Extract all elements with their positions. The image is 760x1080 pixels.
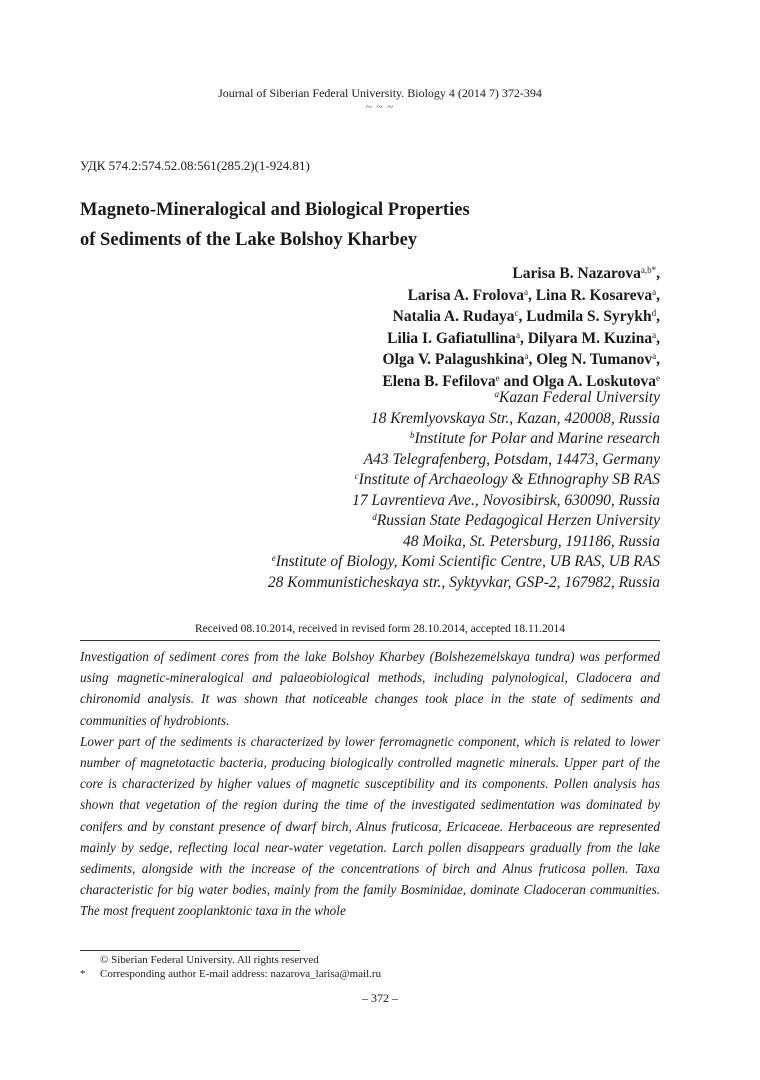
affiliation-address: A43 Telegrafenberg, Potsdam, 14473, Germany: [363, 450, 660, 468]
author-list: [382, 263, 660, 393]
author-line: [382, 349, 660, 371]
header-divider: ~ ~ ~: [365, 101, 395, 113]
author-line: [382, 285, 660, 307]
author-line: [382, 328, 660, 350]
author-name: Olga A. Loskutova: [532, 372, 656, 390]
affiliation-name: [268, 511, 660, 532]
article-title: [80, 195, 640, 255]
affiliation-address: 28 Kommunisticheskaya str., Syktyvkar, GSP-2, 167982, Russia: [267, 573, 660, 591]
affiliation-name-text: Institute for Polar and Marine research: [414, 430, 660, 447]
author-affil-mark: a,b*: [640, 265, 657, 275]
affiliation-address: 48 Moika, St. Petersburg, 191186, Russia: [402, 532, 660, 550]
author-affil-mark: a: [652, 286, 657, 297]
affiliation-name-text: Kazan Federal University: [498, 389, 660, 406]
affiliation-name: [268, 429, 660, 450]
author-name: Dilyara M. Kuzina: [527, 329, 653, 347]
abstract-paragraph: Lower part of the sediments is characterized by lower ferromagnetic component, which is related to lower number of magnetotactic bacteria, producing biologically controlled magnetic minerals. Upper part of the core is characterized by higher values of magnetic susceptibility and its components. Pollen analysis has shown that vegetation of the region during the time of the investigated sedimentation was dominated by conifers and by constant presence of dwarf birch, Alnus fruticosa, Ericaceae. Herbaceous are represented mainly by sedge, reflecting local near-water vegetation. Larch pollen disappears gradually from the lake sediments, alongside with the increase of the concentrations of birch and Alnus fruticosa pollen. Taxa characteristic for big water bodies, mainly from the family Bosminidae, dominate Cladoceran communities. The most frequent zooplanktonic taxa in the whole: [80, 733, 660, 919]
author-affil-mark: a: [524, 351, 529, 362]
abstract-divider: [80, 640, 660, 641]
affiliation-mark: d: [372, 512, 377, 522]
author-separator: ,: [656, 265, 660, 282]
affiliation-list: [268, 388, 660, 593]
author-affil-mark: a: [523, 286, 528, 297]
affiliation-mark: b: [409, 430, 415, 440]
affiliation-address: 17 Lavrentieva Ave., Novosibirsk, 630090, Russia: [352, 491, 660, 509]
affiliation-name-text: Russian State Pedagogical Herzen University: [376, 512, 660, 529]
abstract-paragraph: Investigation of sediment cores from the lake Bolshoy Kharbey (Bolshezemelskaya tundra) was performed using magnetic-mineralogical and palaeobiological methods, including palynological, Cladocera and chironomid analysis. It was shown that noticeable changes took place in the state of sediments and communities of hydrobionts.: [80, 649, 660, 728]
author-separator: ,: [527, 286, 536, 304]
affiliation-mark: a: [494, 389, 499, 399]
author-name: Olga V. Palagushkina: [382, 351, 525, 369]
udk-code: УДК 574.2:574.52.08:561(285.2)(1-924.81): [80, 158, 310, 173]
affiliation-name: [268, 388, 660, 409]
author-separator: ,: [518, 308, 527, 326]
author-separator: ,: [656, 329, 660, 347]
received-dates: Received 08.10.2014, received in revised form 28.10.2014, accepted 18.11.2014: [194, 623, 566, 635]
author-name: Natalia A. Rudaya: [392, 308, 515, 326]
author-name: Lilia I. Gafiatullina: [387, 329, 516, 347]
author-affil-mark: c: [514, 308, 519, 319]
author-name: Larisa A. Frolova: [407, 286, 524, 304]
author-affil-mark: a: [652, 329, 657, 340]
author-line: [382, 263, 660, 285]
author-line: [382, 306, 660, 328]
journal-header: Journal of Siberian Federal University. Biology 4 (2014 7) 372-394: [218, 86, 542, 100]
author-affil-mark: d: [651, 308, 657, 319]
author-name: Ludmila S. Syrykh: [526, 308, 652, 326]
author-separator: ,: [656, 351, 660, 369]
abstract: [80, 646, 660, 922]
author-affil-mark: a: [652, 351, 657, 362]
affiliation-address: 18 Kremlyovskaya Str., Kazan, 420008, Russia: [370, 409, 660, 427]
copyright-text: © Siberian Federal University. All rights reserved: [100, 954, 319, 966]
author-separator: ,: [656, 286, 660, 304]
title-line-2: of Sediments of the Lake Bolshoy Kharbey: [80, 230, 418, 250]
footnote-divider: [80, 950, 300, 951]
affiliation-mark: e: [271, 553, 276, 563]
author-name: Elena B. Fefilova: [382, 372, 496, 390]
page-number: – 372 –: [362, 991, 398, 1005]
corresponding-author-text: Corresponding author E-mail address: nazarova_larisa@mail.ru: [100, 968, 382, 980]
corresponding-footnote: [80, 967, 381, 981]
affiliation-name-text: Institute of Biology, Komi Scientific Centre, UB RAS, UB RAS: [275, 553, 660, 570]
author-name: Oleg N. Tumanov: [536, 351, 653, 369]
author-separator: ,: [656, 308, 660, 326]
affiliation-name-text: Institute of Archaeology & Ethnography SB RAS: [358, 471, 660, 488]
author-separator: ,: [519, 329, 528, 347]
author-affil-mark: a: [515, 329, 520, 340]
author-name: Lina R. Kosareva: [535, 286, 653, 304]
footnote-asterisk: *: [80, 968, 86, 980]
copyright-footnote: [80, 953, 319, 967]
author-affil-mark: e: [656, 372, 660, 383]
affiliation-name: [268, 470, 660, 491]
affiliation-mark: c: [354, 471, 359, 481]
affiliation-name: [268, 552, 660, 573]
author-affil-mark: e: [495, 372, 500, 383]
author-separator: ,: [528, 351, 537, 369]
author-separator: and: [499, 372, 533, 390]
author-name: Larisa B. Nazarova: [512, 265, 641, 282]
title-line-1: Magneto-Mineralogical and Biological Properties: [80, 200, 470, 220]
